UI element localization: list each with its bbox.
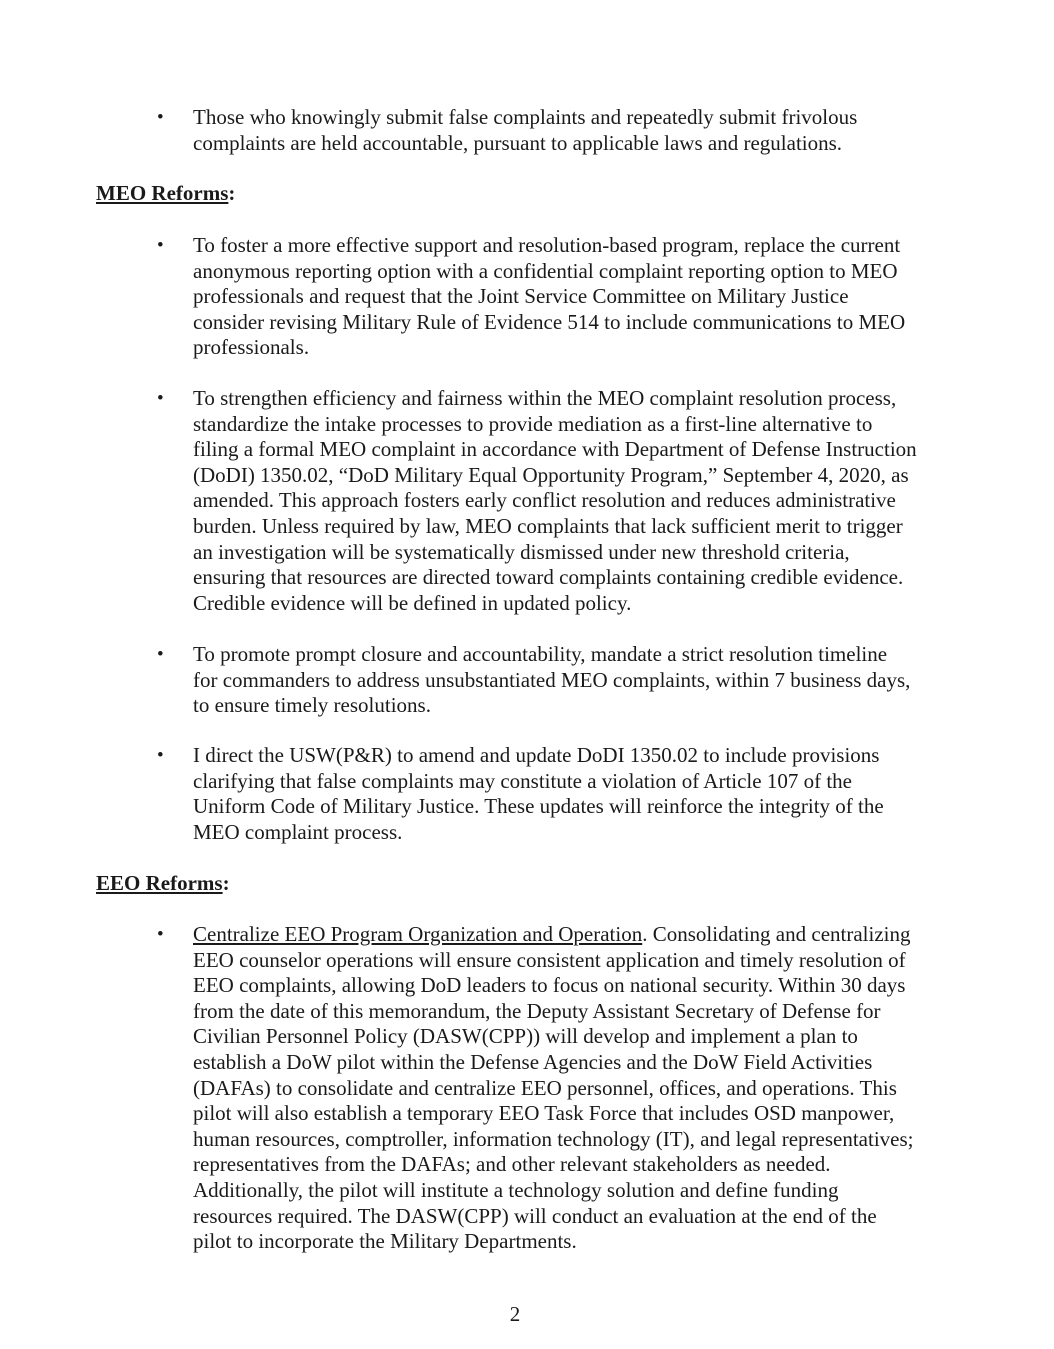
bullet-marker: •	[157, 235, 164, 256]
text-line: burden. Unless required by law, MEO complaints that lack sufficient merit to trigger	[193, 513, 903, 538]
eeo-heading-text: EEO Reforms	[96, 871, 223, 895]
text-line: professionals and request that the Joint Service Committee on Military Justice	[193, 284, 849, 309]
bullet-marker: •	[157, 745, 164, 766]
text-line: for commanders to address unsubstantiated MEO complaints, within 7 business days,	[193, 667, 911, 692]
text-line: To foster a more effective support and resolution-based program, replace the current	[193, 233, 901, 257]
text-line: MEO complaint process.	[193, 819, 403, 844]
text-line: pilot will also establish a temporary EEO Task Force that includes OSD manpower,	[193, 1101, 895, 1126]
eeo-heading-colon: :	[222, 871, 230, 895]
text-line: Credible evidence will be defined in updated policy.	[193, 590, 632, 615]
text-line: complaints are held accountable, pursuant to applicable laws and regulations.	[193, 130, 843, 155]
text-line: to ensure timely resolutions.	[193, 693, 431, 718]
eeo-bullet-text	[193, 922, 963, 1255]
intro-bullet	[157, 105, 963, 156]
text-line: To promote prompt closure and accountability, mandate a strict resolution timeline	[193, 642, 888, 666]
text-line: from the date of this memorandum, the Deputy Assistant Secretary of Defense for	[193, 998, 881, 1023]
text-line: resources required. The DASW(CPP) will conduct an evaluation at the end of the	[193, 1203, 877, 1228]
text-line: establish a DoW pilot within the Defense Agencies and the DoW Field Activities	[193, 1049, 873, 1074]
meo-bullet-4-text	[193, 743, 963, 845]
meo-bullet-2	[157, 386, 963, 616]
meo-bullet-3-text	[193, 642, 963, 719]
text-line: Those who knowingly submit false complaints and repeatedly submit frivolous	[193, 105, 858, 129]
eeo-reforms-heading	[96, 871, 230, 897]
eeo-bullet-title-rest: . Consolidating and centralizing	[642, 922, 911, 946]
text-line: human resources, comptroller, information technology (IT), and legal representatives;	[193, 1126, 914, 1151]
text-line: To strengthen efficiency and fairness within the MEO complaint resolution process,	[193, 386, 897, 410]
text-line: Uniform Code of Military Justice. These updates will reinforce the integrity of the	[193, 794, 884, 819]
meo-heading-text: MEO Reforms	[96, 181, 229, 205]
text-line: representatives from the DAFAs; and other relevant stakeholders as needed.	[193, 1152, 831, 1177]
text-line: consider revising Military Rule of Evidence 514 to include communications to MEO	[193, 309, 906, 334]
text-line: Civilian Personnel Policy (DASW(CPP)) will develop and implement a plan to	[193, 1024, 858, 1049]
meo-bullet-2-text	[193, 386, 963, 616]
text-line: EEO complaints, allowing DoD leaders to focus on national security. Within 30 days	[193, 973, 906, 998]
text-line: pilot to incorporate the Military Departments.	[193, 1229, 577, 1254]
meo-bullet-1-text	[193, 233, 963, 361]
meo-bullet-1	[157, 233, 963, 361]
meo-bullet-3	[157, 642, 963, 719]
text-line: I direct the USW(P&R) to amend and update DoDI 1350.02 to include provisions	[193, 743, 880, 767]
eeo-bullet-title: Centralize EEO Program Organization and Operation	[193, 922, 643, 946]
meo-bullet-4	[157, 743, 963, 845]
bullet-marker: •	[157, 644, 164, 665]
bullet-marker: •	[157, 107, 164, 128]
page-number: 2	[509, 1302, 521, 1326]
text-line: Additionally, the pilot will institute a technology solution and define funding	[193, 1177, 839, 1202]
bullet-marker: •	[157, 388, 164, 409]
eeo-bullet	[157, 922, 963, 1255]
bullet-marker: •	[157, 924, 164, 945]
intro-bullet-text	[193, 105, 963, 156]
text-line: an investigation will be systematically dismissed under new threshold criteria,	[193, 539, 850, 564]
text-line: professionals.	[193, 335, 310, 360]
text-line: (DAFAs) to consolidate and centralize EEO personnel, offices, and operations. This	[193, 1075, 897, 1100]
text-line: ensuring that resources are directed toward complaints containing credible evidence.	[193, 565, 904, 590]
meo-heading-colon: :	[228, 181, 236, 205]
text-line: (DoDI) 1350.02, “DoD Military Equal Opportunity Program,” September 4, 2020, as	[193, 462, 909, 487]
text-line: clarifying that false complaints may constitute a violation of Article 107 of the	[193, 768, 852, 793]
meo-reforms-heading	[96, 181, 235, 207]
text-line: standardize the intake processes to provide mediation as a first-line alternative to	[193, 411, 873, 436]
text-line: anonymous reporting option with a confidential complaint reporting option to MEO	[193, 258, 898, 283]
text-line: EEO counselor operations will ensure consistent application and timely resolution of	[193, 947, 906, 972]
text-line: filing a formal MEO complaint in accordance with Department of Defense Instruction	[193, 437, 917, 462]
text-line: amended. This approach fosters early conflict resolution and reduces administrative	[193, 488, 896, 513]
text-line	[193, 922, 963, 948]
